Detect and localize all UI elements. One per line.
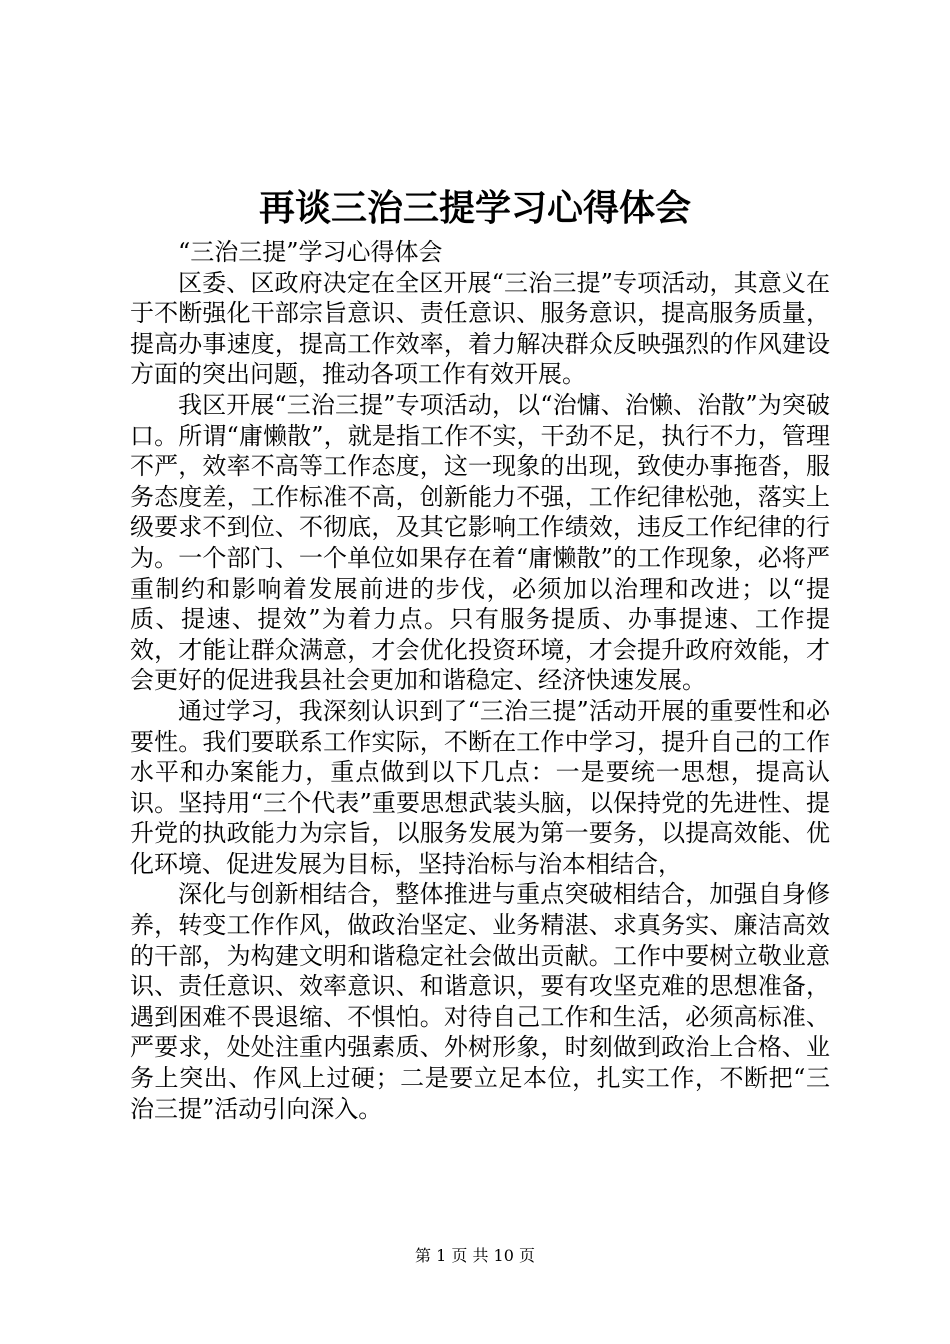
paragraph-2: 我区开展“三治三提”专项活动，以“治慵、治懒、治散”为突破口。所谓“庸懒散”，就是指工作不实，干劲不足，执行不力，管理不严，效率不高等工作态度，这一现象的出现，致使办事拖沓，服务态度差，工作标准不高，创新能力不强，工作纪律松弛，落实上级要求不到位、不彻底，及其它影响工作绩效，违反工作纪律的行为。一个部门、一个单位如果存在着“庸懒散”的工作现象，必将严重制约和影响着发展前进的步伐，必须加以治理和改进；以“提质、提速、提效”为着力点。只有服务提质、办事提速、工作提效，才能让群众满意，才会优化投资环境，才会提升政府效能，才会更好的促进我县社会更加和谐稳定、经济快速发展。 bbox=[130, 390, 830, 695]
page-number-footer: 第 1 页 共 10 页 bbox=[415, 1246, 535, 1265]
paragraph-1: 区委、区政府决定在全区开展“三治三提”专项活动，其意义在于不断强化干部宗旨意识、责任意识、服务意识，提高服务质量，提高办事速度，提高工作效率，着力解决群众反映强烈的作风建设方面的突出问题，推动各项工作有效开展。 bbox=[130, 268, 830, 389]
document-subtitle: “三治三提”学习心得体会 bbox=[178, 238, 443, 266]
paragraph-4: 深化与创新相结合，整体推进与重点突破相结合，加强自身修养，转变工作作风，做政治坚定、业务精湛、求真务实、廉洁高效的干部，为构建文明和谐稳定社会做出贡献。工作中要树立敬业意识、责任意识、效率意识、和谐意识，要有攻坚克难的思想准备，遇到困难不畏退缩、不惧怕。对待自己工作和生活，必须高标准、严要求，处处注重内强素质、外树形象，时刻做到政治上合格、业务上突出、作风上过硬；二是要立足本位，扎实工作，不断把“三治三提”活动引向深入。 bbox=[130, 880, 830, 1123]
document-body bbox=[130, 237, 830, 1124]
paragraph-3: 通过学习，我深刻认识到了“三治三提”活动开展的重要性和必要性。我们要联系工作实际，不断在工作中学习，提升自己的工作水平和办案能力，重点做到以下几点：一是要统一思想，提高认识。坚持用“三个代表”重要思想武装头脑，以保持党的先进性、提升党的执政能力为宗旨，以服务发展为第一要务，以提高效能、优化环境、促进发展为目标，坚持治标与治本相结合， bbox=[130, 696, 830, 878]
document-title: 再谈三治三提学习心得体会 bbox=[258, 187, 691, 229]
